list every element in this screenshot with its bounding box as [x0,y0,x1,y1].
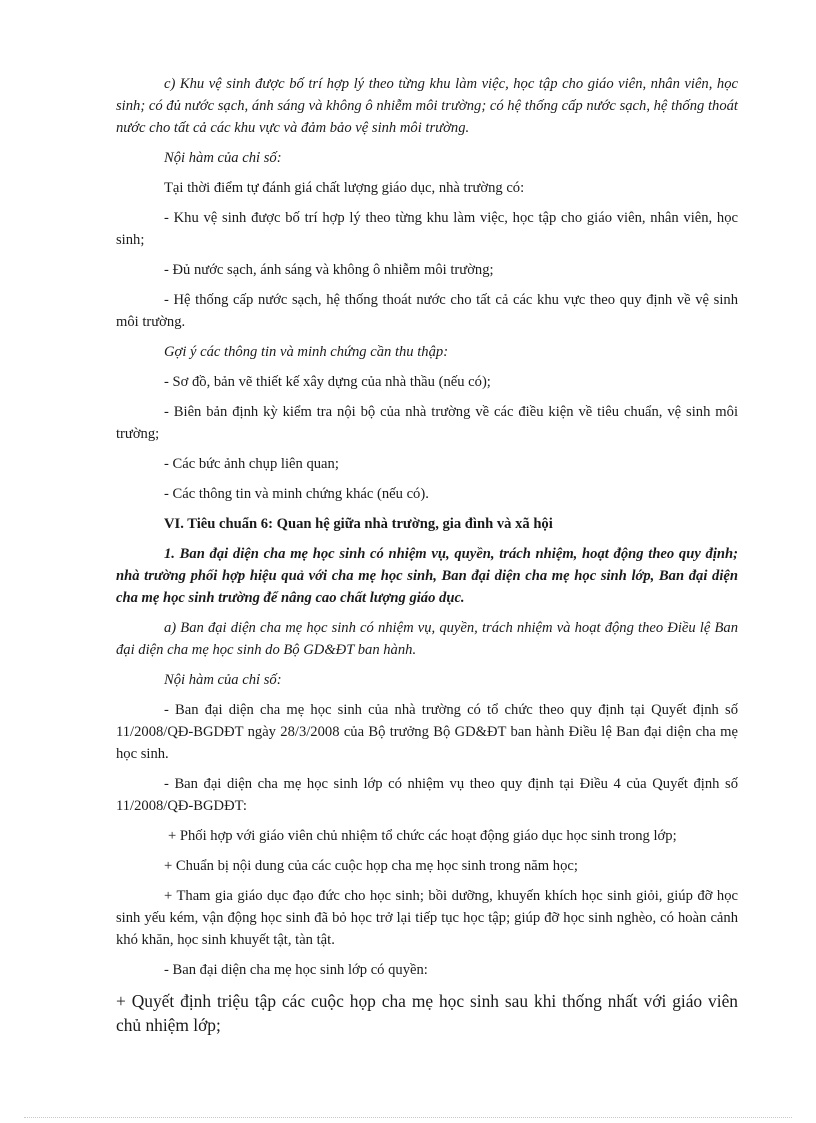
sub-list-item: + Tham gia giáo dục đạo đức cho học sinh; bồi dưỡng, khuyến khích học sinh giỏi, giúp đỡ học sinh yếu kém, vận động học sinh đã bỏ học trở lại tiếp tục học tập; giúp đỡ học sinh nghèo, có hoàn cảnh khó khăn, học sinh khuyết tật, tàn tật. [116,888,738,948]
page-body [116,73,738,1045]
list-item: - Khu vệ sinh được bố trí hợp lý theo từng khu làm việc, học tập cho giáo viên, nhân viên, học sinh; [116,210,738,248]
list-item: - Ban đại diện cha mẹ học sinh lớp có quyền: [164,962,428,978]
index-content-heading: Nội hàm của chỉ số: [164,672,282,688]
standard-6-heading: VI. Tiêu chuẩn 6: Quan hệ giữa nhà trường, gia đình và xã hội [164,516,553,532]
list-item: - Các bức ảnh chụp liên quan; [164,456,339,472]
list-item: - Sơ đồ, bản vẽ thiết kế xây dựng của nhà thầu (nếu có); [164,374,491,390]
sub-list-item-large: + Quyết định triệu tập các cuộc họp cha mẹ học sinh sau khi thống nhất với giáo viên chủ nhiệm lớp; [116,991,738,1035]
sub-list-item: + Phối hợp với giáo viên chủ nhiệm tổ chức các hoạt động giáo dục học sinh trong lớp; [168,828,677,844]
sub-list-item: + Chuẩn bị nội dung của các cuộc họp cha mẹ học sinh trong năm học; [164,858,578,874]
criterion-1-heading: 1. Ban đại diện cha mẹ học sinh có nhiệm vụ, quyền, trách nhiệm, hoạt động theo quy định; nhà trường phối hợp hiệu quả với cha mẹ học sinh, Ban đại diện cha mẹ học sinh lớp, Ban đại diện cha mẹ học sinh trường để nâng cao chất lượng giáo dục. [116,546,738,606]
list-item: - Hệ thống cấp nước sạch, hệ thống thoát nước cho tất cả các khu vực theo quy định về vệ sinh môi trường. [116,292,738,330]
list-item: - Các thông tin và minh chứng khác (nếu có). [164,486,429,502]
list-item: - Đủ nước sạch, ánh sáng và không ô nhiễm môi trường; [164,262,494,278]
page-bottom-divider [24,1117,792,1118]
paragraph-intro: Tại thời điểm tự đánh giá chất lượng giáo dục, nhà trường có: [164,180,525,196]
criterion-a-heading: a) Ban đại diện cha mẹ học sinh có nhiệm vụ, quyền, trách nhiệm và hoạt động theo Điều lệ Ban đại diện cha mẹ học sinh do Bộ GD&ĐT ban hành. [116,620,738,658]
evidence-heading: Gợi ý các thông tin và minh chứng cần thu thập: [164,344,449,360]
index-content-heading: Nội hàm của chỉ số: [164,150,282,166]
list-item: - Ban đại diện cha mẹ học sinh lớp có nhiệm vụ theo quy định tại Điều 4 của Quyết định số 11/2008/QĐ-BGDĐT: [116,776,738,814]
criterion-c-heading: c) Khu vệ sinh được bố trí hợp lý theo từng khu làm việc, học tập cho giáo viên, nhân viên, học sinh; có đủ nước sạch, ánh sáng và không ô nhiễm môi trường; có hệ thống cấp nước sạch, hệ thống thoát nước cho tất cả các khu vực và đảm bảo vệ sinh môi trường. [116,76,738,136]
list-item: - Biên bản định kỳ kiểm tra nội bộ của nhà trường về các điều kiện về tiêu chuẩn, vệ sinh môi trường; [116,404,738,442]
list-item: - Ban đại diện cha mẹ học sinh của nhà trường có tổ chức theo quy định tại Quyết định số 11/2008/QĐ-BGDĐT ngày 28/3/2008 của Bộ trưởng Bộ GD&ĐT ban hành Điều lệ Ban đại diện cha mẹ học sinh. [116,702,738,762]
